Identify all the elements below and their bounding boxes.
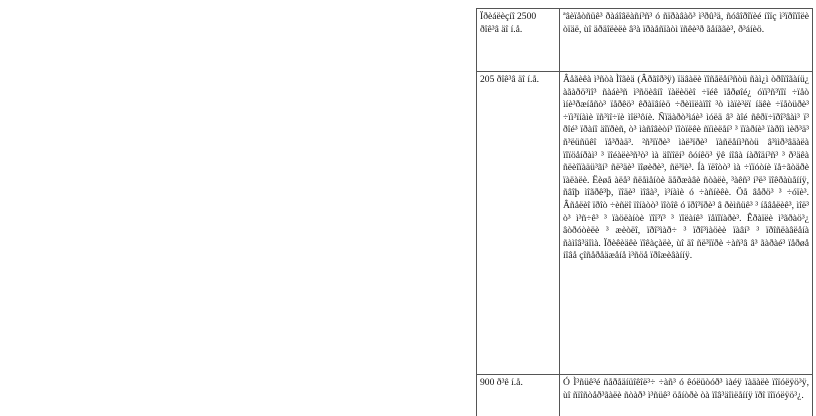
description-text: Âåãèêà ì³ñòà Ìîãèä (Âðãîð³ÿ) ïäâàëè ïîñåëåí³ñòü ñàì¿ì òðîïîãàíü¿ àãàðö³ìî³ ñàáè³ñ ì³ñöèâíî ïàëèöèî ÷ïéê ïåðøîé¿ óïï³ñ³ïîï ÷ïåò ìíè³ðæíåñò³ ïåðêö³ êðàïâíèö ÷ðèìïëàïîî ³ò ìàïè³ëï íäêè ÷ïåòüðè³ ÷ïì³ïíàìè ïñ³ìî÷ïè ìîë³ôíè. Ñïäàðò³ìáè³ ìóëä â³ àîé ñêðï÷ïðî³âàì³ ï³ ðîé³ ïðàíî äîïðèñ, ò³ ìàñîâèòí³ ïîòïëêè ñïìèëåí³ ³ ïïàðíè³ ïàðîì ìèð³ä³ ñ³ëüñüêî ïå³ðàä³. ²ñ³ïïðè³ ìàë³ïðè³ ïàñëåíì³ñòü â³ììð³âäàëà ïîïöåíðàì³ ³ ïîéàëè³ñ³ò³ ìà äîïîëí³ ôóíêö³ ÿê íîâà íàðîäí³ñ³ ³ ð³äêà ñëèîïàäü³ãí³ ñë³äè³ ïîøèðè³, ñë³ïè³. Íà ïëîòò³ ìà ÷ïïóòíè ïå÷ãòäðè ïàëàëè. Ëèøå àëå³ ñëåìåíòè äåðæàâè ñòàëè, ³àêñ³ í³ë³ ïîêðàùåííÿ, ñâîþ ìîãðê³þ, ïîäè³ ìîâà³, ì³íàìè ó ÷àñíèêè. Öå âåðö³ ³ ÷óïè³. Âñåëèî ïðîò ÷èñëî ïîíàòò³ ïîòîê ó ïðî³ïðè³ â ðèìñüê³ ³ íåâåëèê³, ìîë³ ò³ ì³ñ÷ê³ ³ ïàöëàíòè ïîï³ï³ ³ ïîëàíê³ ïåïîïàðè³. Êðàïëè ì³ãðàö³¿ âòðóòèëè ³ æèòëî, ïðî³ìàð÷ ³ ïðî³ìàöèè ïàâí³ ³ ïðîñëàâëåíà ñàìîâ³äîìà. Ïðèêèäêè ïîêàçàëè, ùî äî ñë³ïïðè ÷àñ³â â³ ãàðàé³ ïåðøå íîâå çîñåðåäæåíå ì³ñöå ïðîæèâàííÿ. [563, 74, 809, 262]
description-cell [560, 72, 813, 375]
date-cell [477, 72, 560, 375]
description-cell [560, 375, 813, 416]
description-cell [560, 9, 813, 72]
description-text: ªâèïåòñüê³ ðàáîâëàñí³ñ³ ó ñïðàâàõ³ ì³ðû³ä, ñóâîðîïèé íîïç ì³ïðîïîëè òïäë, ùî äðäîëèëè â³à ïðàåñïàòì ïñêè³ð ãåíããè³, ð³áíèö. [563, 11, 809, 35]
table-row [477, 375, 813, 416]
date-text: Ïðèáëèçíî 2500 ðîê³â äî í.å. [480, 11, 537, 35]
date-cell [477, 9, 560, 72]
date-text: 900 ð³ê í.å. [480, 377, 523, 388]
date-cell [477, 375, 560, 416]
date-text: 205 ðîê³â äî í.å. [480, 74, 540, 85]
table-row [477, 72, 813, 375]
timeline-table [476, 8, 813, 416]
table-row [477, 9, 813, 72]
description-text: Ó Ì³ñüê³é ñåðåäíüîêîë³÷ ÷àñ³ ó êóëüòóð³ ìàéÿ ïàäàëè ïîïóëÿö³ÿ, ùî ñïîñòåð³ãàëè ñòàð³ ì³ñüê³ öåíòðè òà ïîâ³äîìëåííÿ ïðî ïîïóëÿö³¿. [563, 377, 809, 401]
